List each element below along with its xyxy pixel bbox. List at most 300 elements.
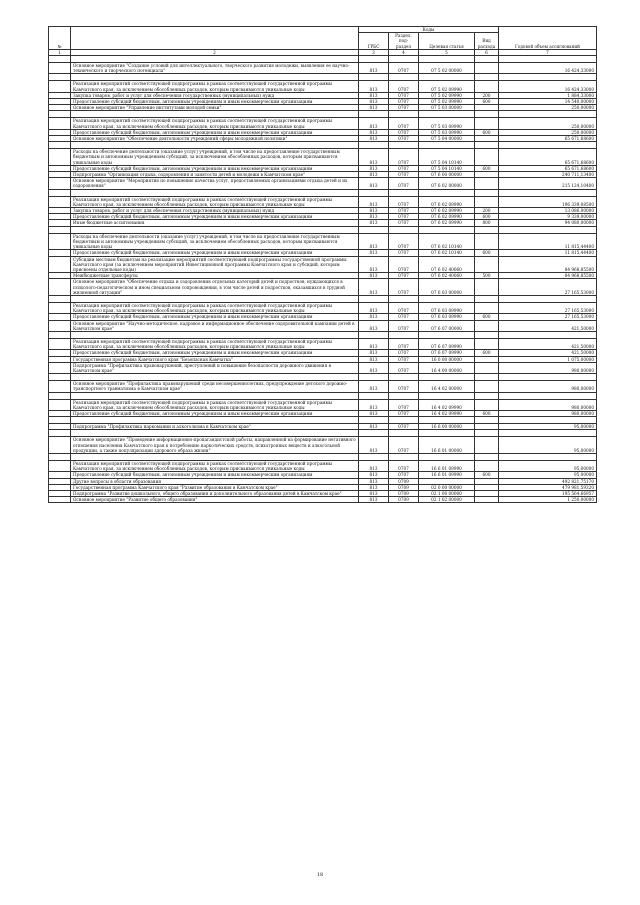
spacer-cell [499, 453, 597, 460]
cell-target-article: 16 4 00 00000 [419, 362, 475, 373]
cell-target-article: 16 4 02 00000 [419, 381, 475, 392]
cell-razdel: 0707 [389, 105, 419, 111]
cell-target-article: 02 1 00 00000 [419, 491, 475, 497]
cell-target-article: 07 5 02 09990 [419, 92, 475, 98]
cell-number [49, 149, 71, 166]
spacer-cell [71, 226, 359, 233]
cell-description: Другие вопросы в области образования [71, 478, 359, 484]
cell-grbs: 813 [359, 208, 389, 214]
cell-expense-type: 600 [475, 410, 499, 416]
cell-expense-type: 600 [475, 314, 499, 320]
cell-amount: 95,00000 [499, 424, 597, 430]
spacer-cell [389, 56, 419, 63]
spacer-cell [359, 142, 389, 149]
cell-number [49, 338, 71, 349]
cell-description: Реализация мероприятий соответствующей подпрограммы в рамках соответствующей государственной программы Камчатского края, за исключением обособленных расходов, которым присваиваются уникальные коды [71, 196, 359, 207]
cell-expense-type [475, 381, 499, 392]
cell-grbs: 813 [359, 149, 389, 166]
cell-grbs: 813 [359, 279, 389, 296]
spacer-cell [475, 111, 499, 118]
cell-description: Реализация мероприятий соответствующей подпрограммы в рамках соответствующей государственной программы Камчатского края, за исключением обособленных расходов, которым присваиваются уникальные коды [71, 399, 359, 410]
table-header-row [49, 27, 597, 33]
header-amount: Годовой объем ассигнований [499, 27, 597, 50]
cell-razdel: 0707 [389, 472, 419, 478]
cell-target-article: 07 6 02 09990 [419, 214, 475, 220]
cell-expense-type: 600 [475, 129, 499, 135]
cell-amount: 1 075,00000 [499, 356, 597, 362]
cell-grbs: 813 [359, 497, 389, 503]
cell-amount: 94 080,00000 [499, 220, 597, 226]
spacer-cell [49, 189, 71, 196]
cell-razdel: 0707 [389, 350, 419, 356]
page-number: 18 [316, 872, 324, 878]
spacer-cell [71, 111, 359, 118]
cell-amount: 421,50000 [499, 350, 597, 356]
cell-description: Реализация мероприятий соответствующей подпрограммы в рамках соответствующей государственной программы Камчатского края, за исключением обособленных расходов, которым присваиваются уникальные коды [71, 460, 359, 471]
cell-number [49, 381, 71, 392]
cell-amount: 84 968,85500 [499, 256, 597, 273]
spacer-cell [49, 142, 71, 149]
table-row [49, 256, 597, 273]
cell-target-article: 07 6 03 09990 [419, 302, 475, 313]
spacer-cell [419, 453, 475, 460]
cell-target-article: 07 5 02 00000 [419, 63, 475, 74]
cell-target-article: 07 6 02 10140 [419, 233, 475, 250]
cell-target-article: 07 6 00 00000 [419, 172, 475, 178]
cell-grbs: 813 [359, 399, 389, 410]
cell-description: Расходы на обеспечение деятельности (оказание услуг) учреждений, в том числе на предоставление государственным бюджетным и автономным учреждениям субсидий, за исключением обособленных расходов, которым присваиваются уникальные коды [71, 233, 359, 250]
cell-number [49, 81, 71, 92]
cell-amount: 421,50000 [499, 320, 597, 331]
cell-expense-type [475, 63, 499, 74]
cell-grbs: 813 [359, 129, 389, 135]
cell-number [49, 302, 71, 313]
spacer-cell [71, 295, 359, 302]
spacer-cell [475, 392, 499, 399]
cell-target-article: 07 5 03 09990 [419, 118, 475, 129]
cell-razdel: 0707 [389, 214, 419, 220]
cell-grbs: 813 [359, 302, 389, 313]
cell-expense-type [475, 256, 499, 273]
cell-expense-type [475, 320, 499, 331]
cell-razdel: 0707 [389, 314, 419, 320]
cell-description: Предоставление субсидий бюджетным, автономным учреждениям и иным некоммерческим организациям [71, 350, 359, 356]
cell-razdel: 0707 [389, 233, 419, 250]
cell-target-article: 07 6 07 00000 [419, 320, 475, 331]
spacer-cell [389, 430, 419, 437]
row-spacer [49, 453, 597, 460]
cell-razdel: 0707 [389, 356, 419, 362]
spacer-cell [49, 417, 71, 424]
cell-amount: 421,50000 [499, 338, 597, 349]
colnum-2: 2 [71, 49, 359, 55]
spacer-cell [389, 295, 419, 302]
row-spacer [49, 111, 597, 118]
spacer-cell [71, 417, 359, 424]
cell-expense-type [475, 497, 499, 503]
spacer-cell [499, 74, 597, 81]
cell-number [49, 63, 71, 74]
cell-target-article: 07 6 03 00000 [419, 279, 475, 296]
spacer-cell [419, 142, 475, 149]
spacer-cell [499, 295, 597, 302]
spacer-cell [49, 453, 71, 460]
spacer-cell [49, 111, 71, 118]
spacer-cell [475, 189, 499, 196]
cell-description: Предоставление субсидий бюджетным, автономным учреждениям и иным некоммерческим организациям [71, 129, 359, 135]
cell-grbs: 813 [359, 460, 389, 471]
spacer-cell [71, 430, 359, 437]
cell-expense-type: 600 [475, 165, 499, 171]
spacer-cell [419, 189, 475, 196]
spacer-cell [49, 74, 71, 81]
spacer-cell [359, 453, 389, 460]
colnum-1: 1 [49, 49, 71, 55]
spacer-cell [499, 417, 597, 424]
cell-razdel: 0707 [389, 99, 419, 105]
cell-description: Государственная программа Камчатского края "Развитие образования в Камчатском крае" [71, 484, 359, 490]
cell-razdel: 0707 [389, 220, 419, 226]
table-body [49, 56, 597, 503]
cell-description: Реализация мероприятий соответствующей подпрограммы в рамках соответствующей государственной программы Камчатского края, за исключением обособленных расходов, которым присваиваются уникальные коды [71, 302, 359, 313]
cell-amount: 14 540,00000 [499, 99, 597, 105]
cell-grbs: 813 [359, 356, 389, 362]
row-spacer [49, 417, 597, 424]
table-row [49, 279, 597, 296]
cell-target-article: 16 4 02 09990 [419, 399, 475, 410]
table-row [49, 63, 597, 74]
cell-description: Основное мероприятие "Обеспечение отдыха и оздоровления отдельных категорий детей и подростков, нуждающихся в психолого-педагогическом и ином специальном сопровождении, в том числе детей и подростков, оказавшихся в трудной жизненной ситуации" [71, 279, 359, 296]
cell-number [49, 196, 71, 207]
cell-grbs: 813 [359, 273, 389, 279]
cell-description: Подпрограмма "Профилактика правонарушений, преступлений и повышение безопасности дорожного движения в Камчатском крае" [71, 362, 359, 373]
cell-grbs: 813 [359, 233, 389, 250]
cell-amount: 27 165,53000 [499, 279, 597, 296]
row-spacer [49, 142, 597, 149]
colnum-7: 7 [499, 49, 597, 55]
cell-razdel: 0707 [389, 460, 419, 471]
cell-description: Основное мероприятие "Обеспечение деятельности учреждений сферы молодежной политики" [71, 136, 359, 142]
spacer-cell [359, 189, 389, 196]
spacer-cell [475, 74, 499, 81]
cell-grbs: 813 [359, 381, 389, 392]
cell-description: Основное мероприятие "Научно-методическое, кадровое и информационное обеспечение оздоровительной кампании детей в Камчатском крае" [71, 320, 359, 331]
spacer-cell [71, 331, 359, 338]
table-row [49, 196, 597, 207]
spacer-cell [499, 430, 597, 437]
cell-amount: 492 821,75170 [499, 478, 597, 484]
cell-grbs: 813 [359, 478, 389, 484]
spacer-cell [419, 392, 475, 399]
cell-expense-type [475, 196, 499, 207]
row-spacer [49, 74, 597, 81]
cell-amount: 95,00000 [499, 460, 597, 471]
cell-grbs: 813 [359, 250, 389, 256]
table-row [49, 399, 597, 410]
cell-amount: 84 968,85500 [499, 273, 597, 279]
cell-target-article: 07 5 03 09990 [419, 129, 475, 135]
cell-target-article: 07 6 02 00000 [419, 178, 475, 189]
spacer-cell [419, 226, 475, 233]
cell-target-article: 16 6 01 09990 [419, 472, 475, 478]
cell-razdel: 0707 [389, 338, 419, 349]
spacer-cell [389, 374, 419, 381]
cell-amount: 250,00000 [499, 105, 597, 111]
spacer-cell [419, 331, 475, 338]
spacer-cell [419, 111, 475, 118]
cell-description: Предоставление субсидий бюджетным, автономным учреждениям и иным некоммерческим организациям [71, 214, 359, 220]
cell-amount: 27 165,53000 [499, 314, 597, 320]
cell-number [49, 178, 71, 189]
cell-number [49, 362, 71, 373]
cell-razdel: 0707 [389, 208, 419, 214]
cell-grbs: 813 [359, 362, 389, 373]
cell-description: Реализация мероприятий соответствующей подпрограммы в рамках соответствующей государственной программы Камчатского края, за исключением обособленных расходов, которым присваиваются уникальные коды [71, 118, 359, 129]
spacer-cell [419, 430, 475, 437]
spacer-cell [389, 111, 419, 118]
cell-grbs: 813 [359, 105, 389, 111]
cell-target-article: 16 4 02 09990 [419, 410, 475, 416]
cell-amount: 27 165,53000 [499, 302, 597, 313]
cell-expense-type: 200 [475, 92, 499, 98]
cell-target-article: 07 6 02 09990 [419, 196, 475, 207]
cell-razdel: 0709 [389, 491, 419, 497]
spacer-cell [475, 453, 499, 460]
cell-amount: 16 424,33000 [499, 81, 597, 92]
cell-number [49, 256, 71, 273]
cell-razdel: 0707 [389, 172, 419, 178]
row-spacer [49, 189, 597, 196]
cell-number [49, 233, 71, 250]
spacer-cell [499, 374, 597, 381]
spacer-cell [475, 374, 499, 381]
spacer-cell [359, 392, 389, 399]
cell-grbs: 813 [359, 220, 389, 226]
cell-expense-type [475, 362, 499, 373]
cell-amount: 980,00000 [499, 410, 597, 416]
spacer-cell [71, 56, 359, 63]
spacer-cell [49, 226, 71, 233]
spacer-cell [49, 374, 71, 381]
cell-expense-type: 600 [475, 214, 499, 220]
spacer-cell [49, 331, 71, 338]
row-spacer [49, 374, 597, 381]
cell-target-article: 07 5 03 00000 [419, 105, 475, 111]
cell-amount: 980,00000 [499, 399, 597, 410]
cell-amount: 980,00000 [499, 362, 597, 373]
cell-amount: 16 424,33000 [499, 63, 597, 74]
cell-description: Расходы на обеспечение деятельности (оказание услуг) учреждений, в том числе на предоставление государственным бюджетным и автономным учреждениям субсидий, за исключением обособленных расходов, которым присваиваются уникальные коды [71, 149, 359, 166]
table-row [49, 362, 597, 373]
cell-expense-type: 600 [475, 99, 499, 105]
spacer-cell [475, 226, 499, 233]
spacer-cell [389, 142, 419, 149]
cell-description: Подпрограмма "Развитие дошкольного, общего образования и дополнительного образования детей в Камчатском крае" [71, 491, 359, 497]
cell-amount: 65 671,68600 [499, 165, 597, 171]
spacer-cell [359, 417, 389, 424]
spacer-cell [359, 111, 389, 118]
cell-target-article: 07 6 02 40060 [419, 273, 475, 279]
cell-description: Закупка товаров, работ и услуг для обеспечения государственных (муниципальных) нужд [71, 208, 359, 214]
cell-razdel: 0707 [389, 136, 419, 142]
cell-grbs: 813 [359, 172, 389, 178]
cell-target-article: 16 6 01 09990 [419, 460, 475, 471]
cell-amount: 65 671,68600 [499, 149, 597, 166]
cell-razdel: 0707 [389, 410, 419, 416]
spacer-cell [359, 226, 389, 233]
cell-description: Основное мероприятие "Развитие общего образования" [71, 497, 359, 503]
colnum-4: 4 [389, 49, 419, 55]
spacer-cell [475, 142, 499, 149]
cell-expense-type: 800 [475, 220, 499, 226]
cell-grbs: 813 [359, 136, 389, 142]
spacer-cell [71, 392, 359, 399]
spacer-cell [499, 392, 597, 399]
cell-razdel: 0709 [389, 478, 419, 484]
cell-grbs: 813 [359, 196, 389, 207]
cell-razdel: 0707 [389, 92, 419, 98]
cell-description: Основное мероприятие "Управление институтами молодой семьи" [71, 105, 359, 111]
cell-description: Субсидии местным бюджетам на реализацию мероприятий соответствующей подпрограммы государственной программы Камчатского края (за исключением мероприятий Инвестиционной программы Камчатского края и субсидий, которым присвоены отдельные коды) [71, 256, 359, 273]
cell-expense-type [475, 118, 499, 129]
cell-grbs: 813 [359, 99, 389, 105]
spacer-cell [419, 74, 475, 81]
cell-expense-type [475, 302, 499, 313]
row-spacer [49, 392, 597, 399]
spacer-cell [359, 295, 389, 302]
cell-grbs: 813 [359, 214, 389, 220]
cell-target-article: 07 6 07 09990 [419, 338, 475, 349]
cell-target-article: 16 6 01 00000 [419, 437, 475, 454]
spacer-cell [389, 417, 419, 424]
cell-target-article: 07 5 04 10140 [419, 165, 475, 171]
cell-amount: 9 339,00000 [499, 214, 597, 220]
cell-razdel: 0707 [389, 302, 419, 313]
cell-description: Реализация мероприятий соответствующей подпрограммы в рамках соответствующей государственной программы Камчатского края, за исключением обособленных расходов, которым присваиваются уникальные коды [71, 81, 359, 92]
table-row [49, 320, 597, 331]
cell-expense-type [475, 399, 499, 410]
cell-razdel: 0707 [389, 437, 419, 454]
cell-grbs: 813 [359, 410, 389, 416]
spacer-cell [499, 111, 597, 118]
table-row [49, 178, 597, 189]
cell-razdel: 0707 [389, 399, 419, 410]
cell-number [49, 118, 71, 129]
cell-target-article: 07 6 07 09990 [419, 350, 475, 356]
header-razdel: Раздел, под- раздел [389, 33, 419, 50]
table-row [49, 118, 597, 129]
cell-amount: 11 815,44400 [499, 250, 597, 256]
cell-description: Основное мероприятие "Создание условий для интеллектуального, творческого развития молодежи, выявления ее научно-технического и творческого потенциала" [71, 63, 359, 74]
cell-target-article: 07 6 02 09990 [419, 220, 475, 226]
row-spacer [49, 56, 597, 63]
cell-amount: 65 671,68600 [499, 136, 597, 142]
cell-grbs: 813 [359, 437, 389, 454]
cell-description: Закупка товаров, работ и услуг для обеспечения государственных (муниципальных) нужд [71, 92, 359, 98]
spacer-cell [389, 392, 419, 399]
cell-expense-type [475, 338, 499, 349]
cell-amount: 250,00000 [499, 129, 597, 135]
spacer-cell [49, 56, 71, 63]
spacer-cell [389, 189, 419, 196]
cell-description: Предоставление субсидий бюджетным, автономным учреждениям и иным некоммерческим организациям [71, 314, 359, 320]
cell-target-article: 07 5 02 09990 [419, 99, 475, 105]
cell-target-article: 16 6 00 00000 [419, 424, 475, 430]
cell-description: Иные бюджетные ассигнования [71, 220, 359, 226]
table-row [49, 233, 597, 250]
spacer-cell [359, 430, 389, 437]
cell-razdel: 0707 [389, 273, 419, 279]
cell-expense-type: 600 [475, 472, 499, 478]
table-row [49, 497, 597, 503]
cell-target-article: 07 6 03 09990 [419, 314, 475, 320]
cell-amount: 95,00000 [499, 437, 597, 454]
cell-grbs: 813 [359, 178, 389, 189]
cell-amount: 95,00000 [499, 472, 597, 478]
spacer-cell [475, 430, 499, 437]
spacer-cell [359, 374, 389, 381]
cell-grbs: 813 [359, 63, 389, 74]
cell-description: Основное мероприятие "Проведение информационно-пропагандистской работы, направленной на формирование негативного отношения населения Камчатского края к потреблению наркотических средств, психотропных веществ и алкогольной продукции, а также популяризации здорового образа жизни" [71, 437, 359, 454]
spacer-cell [419, 56, 475, 63]
spacer-cell [71, 189, 359, 196]
table-row [49, 149, 597, 166]
spacer-cell [475, 295, 499, 302]
cell-description: Предоставление субсидий бюджетным, автономным учреждениям и иным некоммерческим организациям [71, 99, 359, 105]
cell-amount: 250,00000 [499, 118, 597, 129]
cell-target-article: 07 6 02 40060 [419, 256, 475, 273]
header-number: № [49, 27, 71, 50]
cell-grbs: 813 [359, 92, 389, 98]
cell-grbs: 813 [359, 320, 389, 331]
cell-grbs: 813 [359, 165, 389, 171]
cell-grbs: 813 [359, 350, 389, 356]
cell-description: Реализация мероприятий соответствующей подпрограммы в рамках соответствующей государственной программы Камчатского края, за исключением обособленных расходов, которым присваиваются уникальные коды [71, 338, 359, 349]
cell-razdel: 0707 [389, 129, 419, 135]
colnum-6: 6 [475, 49, 499, 55]
cell-description: Подпрограмма "Организация отдыха, оздоровления и занятости детей и молодежи в Камчатском крае" [71, 172, 359, 178]
cell-grbs: 813 [359, 314, 389, 320]
cell-number [49, 497, 71, 503]
spacer-cell [49, 430, 71, 437]
cell-grbs: 813 [359, 81, 389, 92]
cell-expense-type: 600 [475, 350, 499, 356]
cell-razdel: 0707 [389, 362, 419, 373]
cell-razdel: 0707 [389, 320, 419, 331]
row-spacer [49, 331, 597, 338]
header-csr: Целевая статья [419, 33, 475, 50]
spacer-cell [71, 74, 359, 81]
cell-razdel: 0707 [389, 279, 419, 296]
table-row [49, 437, 597, 454]
cell-description: Подпрограмма "Профилактика наркомании и алкоголизма в Камчатском крае" [71, 424, 359, 430]
cell-description: Предоставление субсидий бюджетным, автономным учреждениям и иным некоммерческим организациям [71, 250, 359, 256]
row-spacer [49, 430, 597, 437]
cell-target-article: 07 6 02 10140 [419, 250, 475, 256]
cell-razdel: 0707 [389, 118, 419, 129]
colnum-3: 3 [359, 49, 389, 55]
header-vr: Вид расхода [475, 33, 499, 50]
header-codes: Коды [359, 27, 499, 33]
colnum-5: 5 [419, 49, 475, 55]
cell-grbs: 813 [359, 491, 389, 497]
cell-razdel: 0707 [389, 63, 419, 74]
cell-target-article: 02 1 02 00000 [419, 497, 475, 503]
cell-grbs: 813 [359, 424, 389, 430]
spacer-cell [359, 331, 389, 338]
row-spacer [49, 295, 597, 302]
spacer-cell [389, 226, 419, 233]
